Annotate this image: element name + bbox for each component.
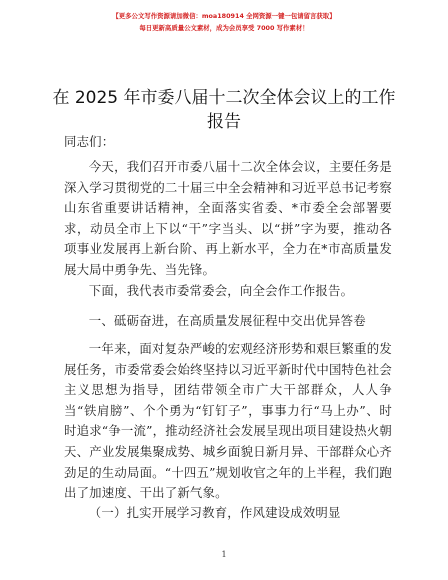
- page-number: 1: [221, 550, 227, 559]
- subsection-heading-1: （一）扎实开展学习教育，作风建设成效明显: [88, 505, 341, 520]
- paragraph-review: 一年来，面对复杂严峻的宏观经济形势和艰巨繁重的发展任务，市委常委会始终坚持以习近平新时代中国特色社会主义思想为指导，团结带领全市广大干部群众，人人争当“铁肩膀”、个个勇为“钉钉子”，事事力行“马上办”、时时追求“争一流”，推动经济社会发展呈现出项目建设热火朝天、产业发展集聚成势、城乡面貌日新月异、干部群众心齐劲足的生动局面。“十四五”规划收官之年的上半程，我们跑出了加速度、干出了新气象。: [64, 341, 392, 501]
- salutation: 同志们：: [64, 134, 115, 149]
- promo-banner-line-2: 每日更新高质量公文素材，成为会员享受 7000 写作素材！: [139, 24, 309, 32]
- paragraph-report-intro: 下面，我代表市委常委会，向全会作工作报告。: [88, 283, 354, 298]
- promo-banner-line-1: 【更多公文写作资源请加微信：moa180914 全网资源一键一包请留言获取】: [112, 12, 336, 20]
- document-title: 在 2025 年市委八届十二次全体会议上的工作报告: [52, 88, 396, 132]
- section-heading-1: 一、砥砺奋进，在高质量发展征程中交出优异答卷: [88, 313, 366, 328]
- paragraph-opening: 今天，我们召开市委八届十二次全体会议，主要任务是深入学习贯彻党的二十届三中全会精神和习近平总书记考察山东省重要讲话精神，全面落实省委、*市委全会部署要求，动员全市上下以“干”字当头、以“拼”字为要，推动各项事业发展再上新台阶、再上新水平，全力在*市高质量发展大局中勇争先、当先锋。: [64, 159, 392, 277]
